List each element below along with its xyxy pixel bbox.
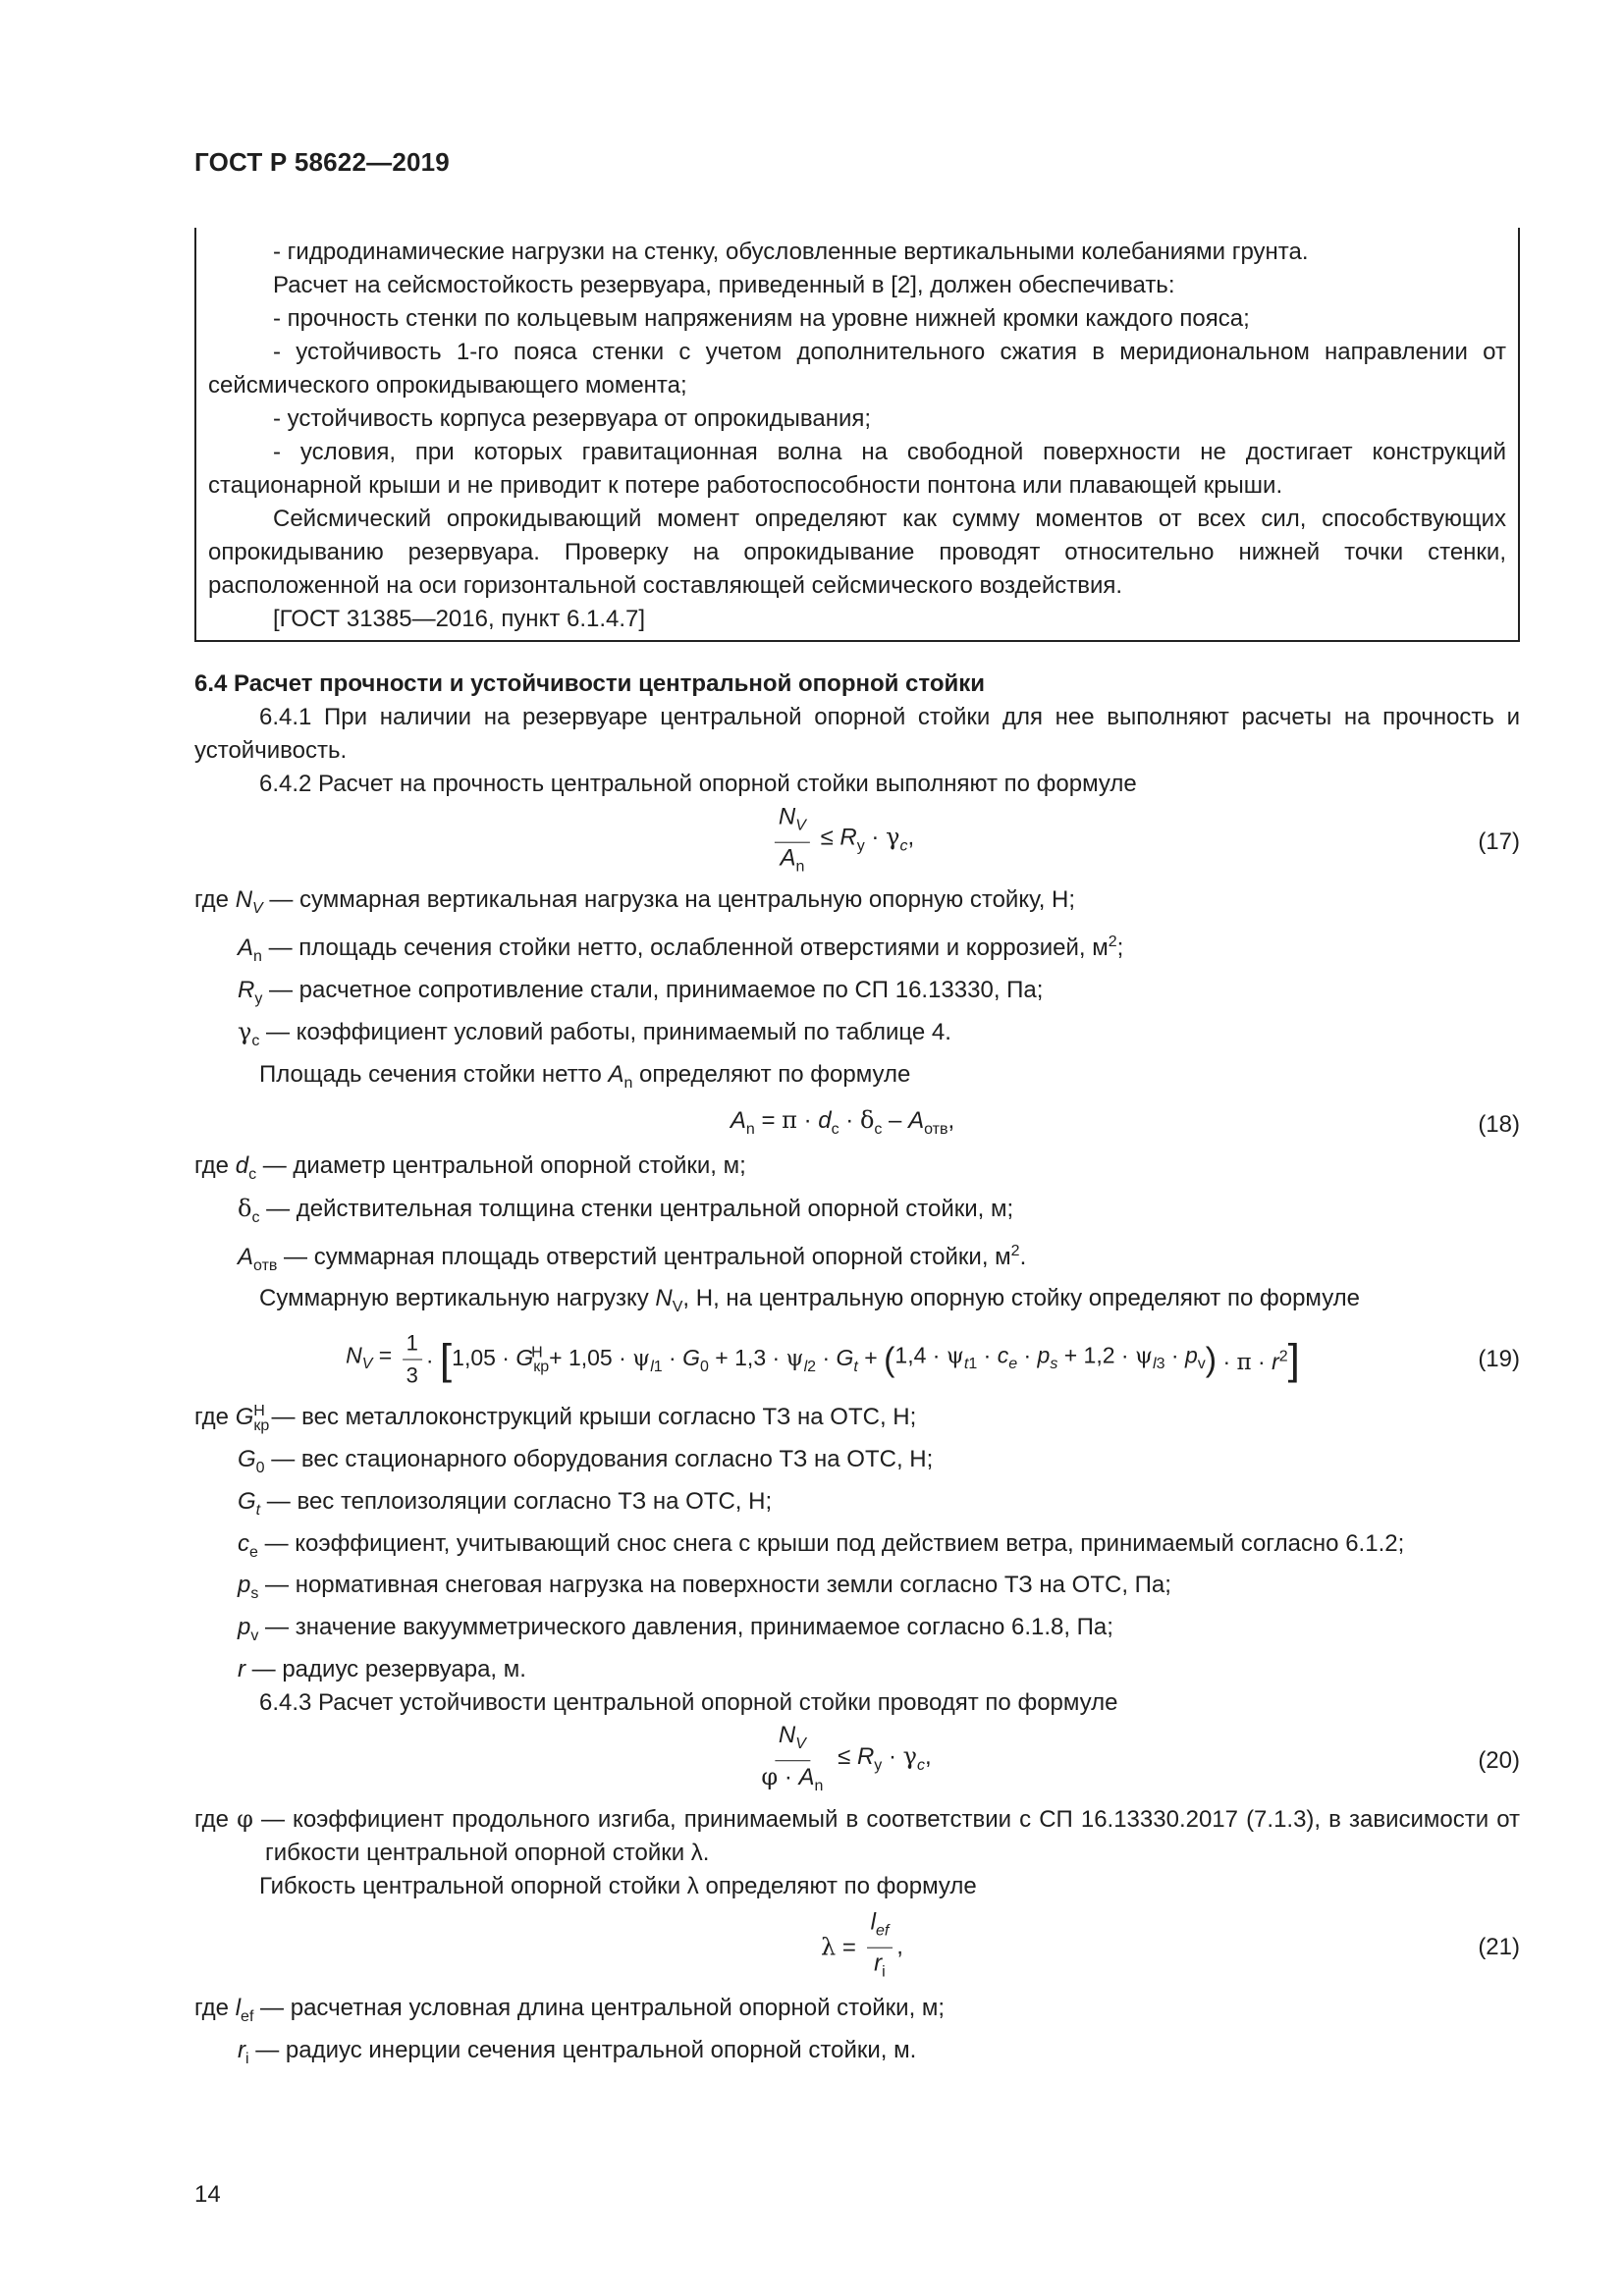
page-header: ГОСТ Р 58622—2019 (194, 147, 450, 177)
legend-item: $R_y$ — расчетное сопротивление стали, принимаемое по СП 16.13330, Па; (238, 976, 1044, 1007)
formula-18-number: (18) (1478, 1110, 1520, 1138)
formula-17-number: (17) (1478, 828, 1520, 855)
legend-item: $c_e$ — коэффициент, учитывающий снос снега с крыши под действием ветра, принимаемый согласно 6.1.2; (238, 1529, 1405, 1561)
box-line: Сейсмический опрокидывающий момент определяют как сумму моментов от всех сил, способствующих опрокидыванию резервуара. Проверку на опрокидывание проводят относительно нижней точки стенки, расположенной на оси горизонтальной составляющей сейсмического воздействия. (208, 506, 1506, 599)
legend-item: $G_0$ — вес стационарного оборудования согласно ТЗ на ОТС, Н; (238, 1445, 934, 1476)
quote-box (194, 228, 1520, 642)
formula-18-body: $A_n = \pi \cdot d_c \cdot \delta_c - A_{отв}$, (730, 1106, 955, 1138)
paragraph-6-4-3: 6.4.3 Расчет устойчивости центральной опорной стойки проводят по формуле (259, 1688, 1118, 1716)
formula-17 (194, 801, 1520, 883)
formula-21 (194, 1903, 1520, 1992)
formula-18 (194, 1100, 1520, 1149)
formula-18-legend (194, 1149, 1520, 1282)
section-heading: 6.4 Расчет прочности и устойчивости центральной опорной стойки (194, 670, 986, 697)
formula-19-legend (194, 1395, 1520, 1686)
legend-item: $A_{отв}$ — суммарная площадь отверстий центральной опорной стойки, $м^2$. (238, 1242, 1027, 1274)
box-line: - устойчивость 1-го пояса стенки с учетом дополнительного сжатия в меридиональном направлении от сейсмического опрокидывающего момента; (208, 339, 1506, 399)
box-line: - гидродинамические нагрузки на стенку, обусловленные вертикальными колебаниями грунта. (273, 239, 1309, 265)
formula-20-legend (194, 1802, 1520, 1870)
flex-intro: Гибкость центральной опорной стойки λ определяют по формуле (259, 1872, 977, 1899)
legend-item: $r_i$ — радиус инерции сечения центральной опорной стойки, м. (238, 2036, 917, 2067)
box-line: - устойчивость корпуса резервуара от опрокидывания; (273, 405, 872, 432)
legend-item: где $G_{кр}^Н$ — вес металлоконструкций крыши согласно ТЗ на ОТС, Н; (194, 1403, 917, 1434)
load-intro: Суммарную вертикальную нагрузку $N_V$, Н, на центральную опорную стойку определяют по формуле (259, 1285, 1361, 1316)
formula-17-legend (194, 883, 1520, 1058)
box-line: - прочность стенки по кольцевым напряжениям на уровне нижней кромки каждого пояса; (273, 305, 1250, 332)
document-body (194, 228, 1520, 2076)
box-citation: [ГОСТ 31385—2016, пункт 6.1.4.7] (273, 606, 646, 632)
legend-item: $G_t$ — вес теплоизоляции согласно ТЗ на ОТС, Н; (238, 1487, 773, 1519)
paragraph-6-4-1: 6.4.1 При наличии на резервуаре центральной опорной стойки для нее выполняют расчеты на прочность и устойчивость. (194, 704, 1520, 764)
formula-20-number: (20) (1478, 1746, 1520, 1774)
legend-item: $\delta_c$ — действительная толщина стенки центральной опорной стойки, м; (238, 1194, 1014, 1226)
legend-item: где $d_c$ — диаметр центральной опорной стойки, м; (194, 1151, 746, 1183)
legend-item: $\gamma_c$ — коэффициент условий работы, принимаемый по таблице 4. (238, 1018, 951, 1050)
paragraph-6-4-2: 6.4.2 Расчет на прочность центральной опорной стойки выполняют по формуле (259, 771, 1137, 797)
page-number: 14 (194, 2181, 221, 2208)
formula-17-body: $\frac{N_V}{A_n}$ ≤ $R_y \cdot \gamma_c$, (771, 803, 914, 882)
formula-20-body: $\frac{N_V}{\varphi \cdot A_n}$ ≤ $R_y \cdot \gamma_c$, (761, 1722, 932, 1794)
formula-19-number: (19) (1478, 1346, 1520, 1373)
legend-item: $A_n$ — площадь сечения стойки нетто, ослабленной отверстиями и коррозией, $м^2$; (238, 933, 1124, 965)
formula-19 (194, 1324, 1520, 1395)
legend-item: r — радиус резервуара, м. (238, 1655, 526, 1682)
formula-21-legend (194, 1992, 1520, 2076)
legend-item: $p_v$ — значение вакуумметрического давления, принимаемое согласно 6.1.8, Па; (238, 1614, 1113, 1644)
formula-21-body: λ = $\frac{l_{ef}}{r_i}$ , (821, 1908, 903, 1981)
box-line: Расчет на сейсмостойкость резервуара, приведенный в [2], должен обеспечивать: (273, 272, 1175, 298)
formula-20 (194, 1720, 1520, 1802)
area-intro: Площадь сечения стойки нетто $A_n$ определяют по формуле (259, 1061, 911, 1092)
legend-item: где φ — коэффициент продольного изгиба, принимаемый в соответствии с СП 16.13330.2017 (7.1.3), в зависимости от гибкости центральной опорной стойки λ. (194, 1804, 1521, 1866)
box-line: - условия, при которых гравитационная волна на свободной поверхности не достигает конструкций стационарной крыши и не приводит к потере работоспособности понтона или плавающей крыши. (208, 439, 1506, 499)
formula-21-number: (21) (1478, 1933, 1520, 1960)
legend-item: $p_s$ — нормативная снеговая нагрузка на поверхности земли согласно ТЗ на ОТС, Па; (238, 1572, 1171, 1603)
legend-item: где $l_{ef}$ — расчетная условная длина центральной опорной стойки, м; (194, 1994, 946, 2025)
formula-19-body: $N_V$ = $\frac{1}{3}$ · [ $1,05 \cdot G_{кр}^Н + 1,05 \cdot \psi_{l1} \cdot G_0 + 1,3 \cdot \psi_{l2} \cdot G_t$ + ( $1,4 \cdot \psi_{t1} \cdot c_e \cdot p_s + 1,2 \cdot \psi_{l3} \cdot p_v$ ) · $\pi \cdot r^2$ ] (346, 1330, 1300, 1388)
legend-item: где $N_V$ — суммарная вертикальная нагрузка на центральную опорную стойку, Н; (194, 886, 1076, 917)
